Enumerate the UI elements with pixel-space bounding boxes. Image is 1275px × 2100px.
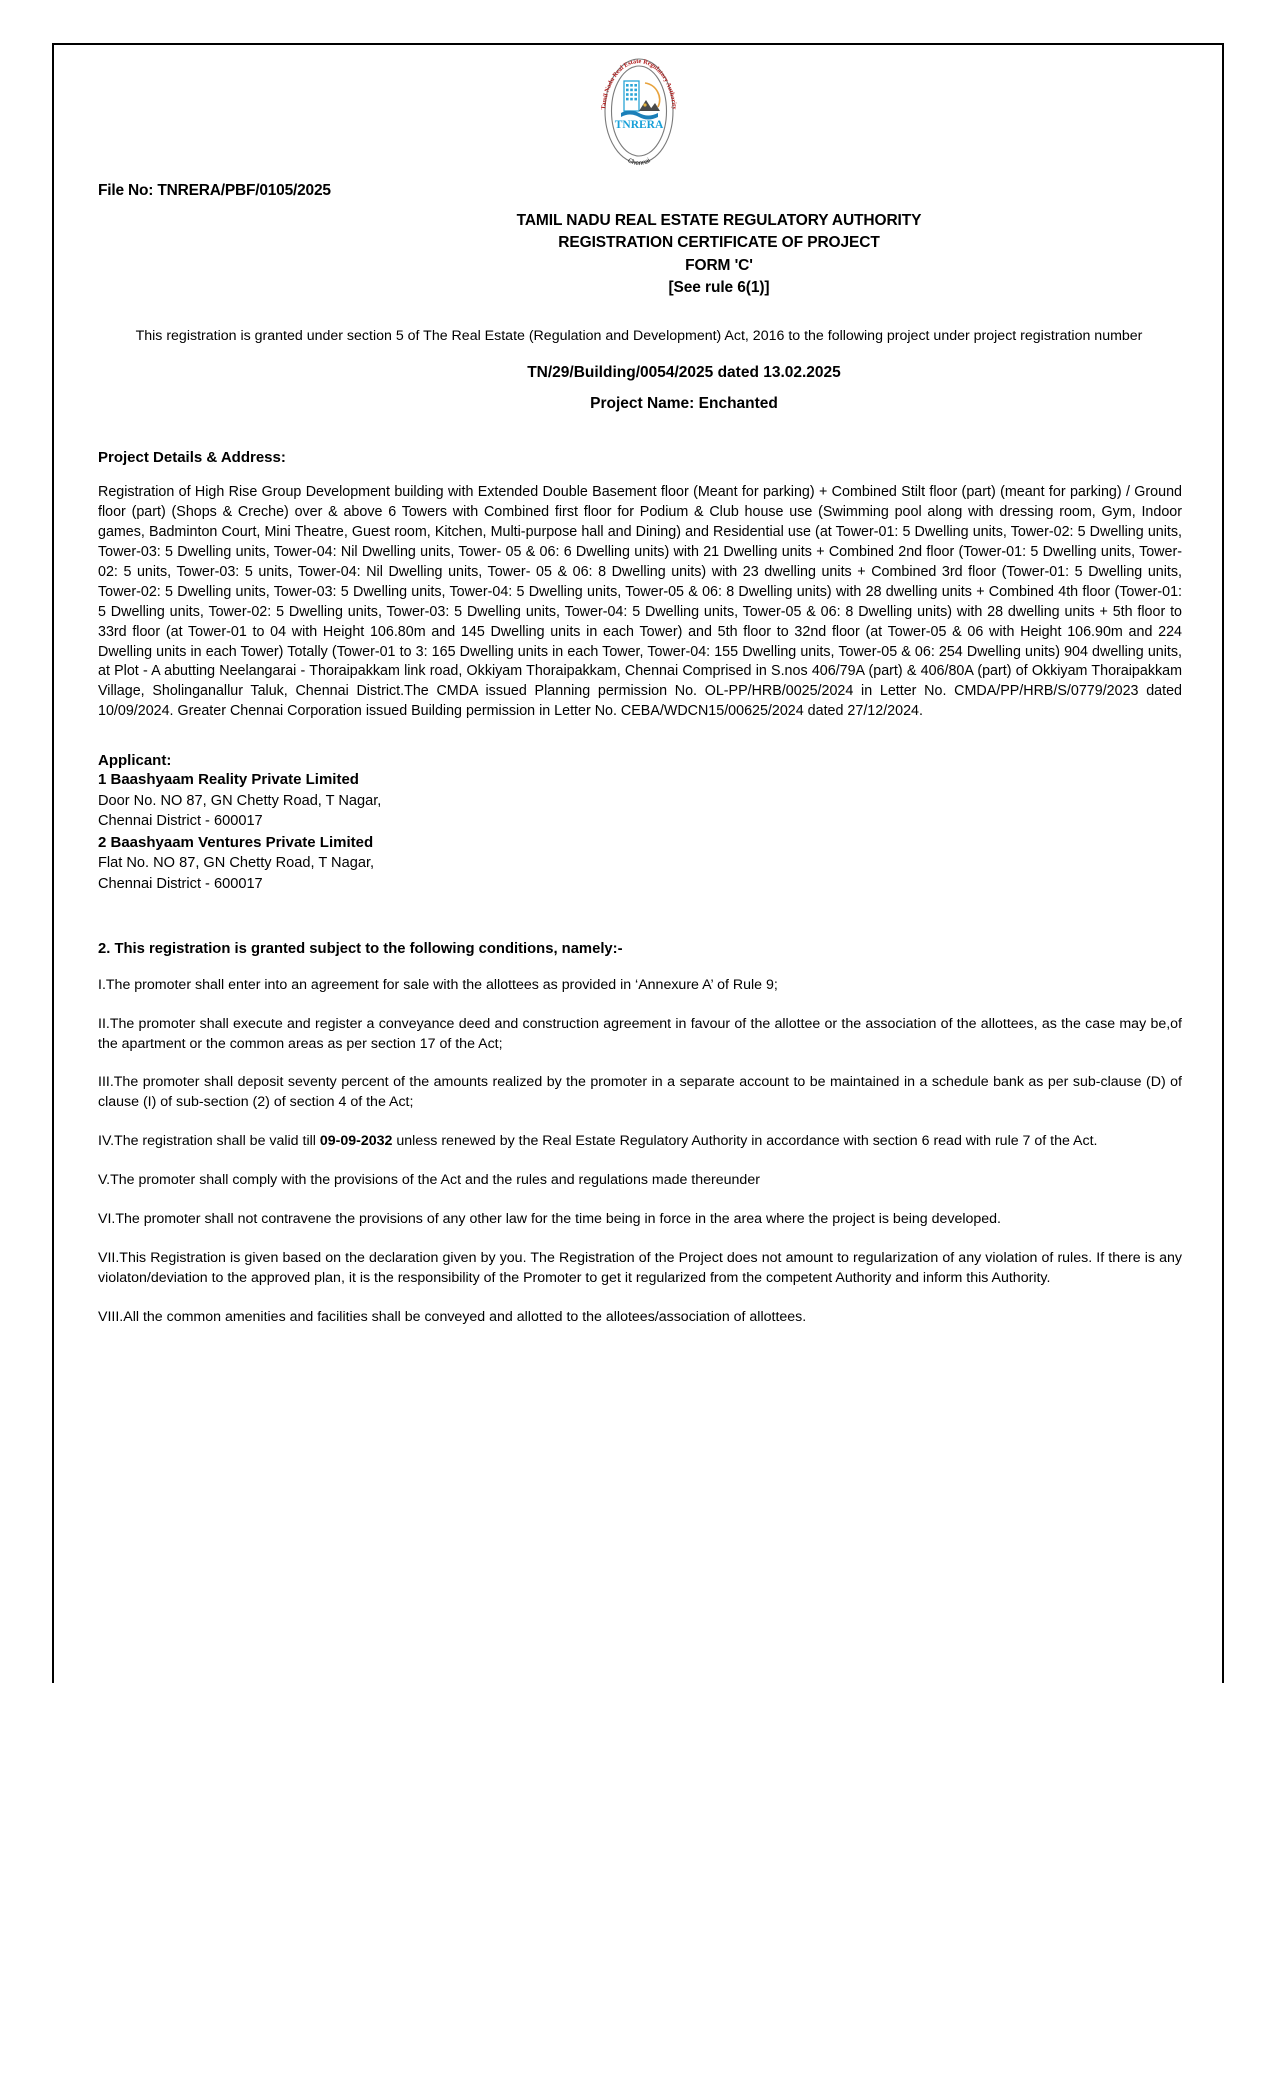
grant-statement: This registration is granted under section 5 of The Real Estate (Regulation and Development) Act, 2016 to the following project under project registration number xyxy=(135,327,1143,344)
rule-reference: [See rule 6(1)] xyxy=(668,279,770,297)
svg-text:TNRERA: TNRERA xyxy=(614,119,664,131)
applicant-heading: Applicant: xyxy=(98,752,172,770)
registration-number: TN/29/Building/0054/2025 dated 13.02.2025 xyxy=(527,364,841,382)
condition-iv-suffix: unless renewed by the Real Estate Regulatory Authority in accordance with section 6 read with rule 7 of the Act. xyxy=(392,1133,1098,1150)
condition-i: I.The promoter shall enter into an agreement for sale with the allottees as provided in ‘Annexure A’ of Rule 9; xyxy=(98,976,778,993)
condition-viii: VIII.All the common amenities and facilities shall be conveyed and allotted to the allotees/association of allottees. xyxy=(98,1308,807,1325)
applicant-2-address-line2: Chennai District - 600017 xyxy=(98,876,263,893)
validity-date: 09-09-2032 xyxy=(319,1133,393,1150)
tnrera-seal-logo xyxy=(591,53,687,169)
condition-ii: II.The promoter shall execute and register a conveyance deed and construction agreement in favour of the allottee or the association of the allottees, as the case may be,of the apartment or the common areas as per section 17 of the Act; xyxy=(98,1015,1182,1052)
project-details-heading: Project Details & Address: xyxy=(98,449,286,467)
form-title: FORM 'C' xyxy=(685,256,753,274)
condition-vi: VI.The promoter shall not contravene the provisions of any other law for the time being in force in the area where the project is being developed. xyxy=(98,1210,1001,1227)
logo-container xyxy=(84,45,1194,169)
project-details-body: Registration of High Rise Group Development building with Extended Double Basement floor (Meant for parking) + Combined Stilt floor (part) (meant for parking) / Ground floor (part) (Shops & Creche) over & above 6 Towers with Combined first floor for Podium & Club house use (Swimming pool along with dressing room, Gym, Indoor games, Badminton Court, Mini Theatre, Guest room, Kitchen, Multi-purpose hall and Dining) and Residential use (at Tower-01: 5 Dwelling units, Tower-02: 5 Dwelling units, Tower-03: 5 Dwelling units, Tower-04: Nil Dwelling units, Tower- 05 & 06: 6 Dwelling units) with 21 Dwelling units + Combined 2nd floor (Tower-01: 5 Dwelling units, Tower-02: 5 units, Tower-03: 5 units, Tower-04: Nil Dwelling units, Tower- 05 & 06: 8 Dwelling units) with 23 dwelling units + Combined 3rd floor (Tower-01: 5 Dwelling units, Tower-02: 5 Dwelling units, Tower-03: 5 Dwelling units, Tower-04: 5 Dwelling units, Tower-05 & 06: 8 Dwelling units) with 28 dwelling units + Combined 4th floor (Tower-01: 5 Dwelling units, Tower-02: 5 Dwelling units, Tower-03: 5 Dwelling units, Tower-04: 5 Dwelling units, Tower-05 & 06: 8 Dwelling units) with 28 dwelling units + 5th floor to 33rd floor (at Tower-01 to 04 with Height 106.80m and 145 Dwelling units in each Tower) and 5th floor to 32nd floor (at Tower-05 & 06 with Height 106.90m and 224 Dwelling units in each Tower) Totally (Tower-01 to 3: 165 Dwelling units in each Tower, Tower-04: 155 Dwelling units, Tower-05 & 06: 254 Dwelling units) 904 dwelling units, at Plot - A abutting Neelangarai - Thoraipakkam link road, Okkiyam Thoraipakkam, Chennai Comprised in S.nos 406/79A (part) & 406/80A (part) of Okkiyam Thoraipakkam Village, Sholinganallur Taluk, Chennai District.The CMDA issued Planning permission No. OL-PP/HRB/0025/2024 in Letter No. CMDA/PP/HRB/S/0779/2023 dated 10/09/2024. Greater Chennai Corporation issued Building permission in Letter No. CEBA/WDCN15/00625/2024 dated 27/12/2024. xyxy=(98,484,1182,720)
condition-iii: III.The promoter shall deposit seventy percent of the amounts realized by the promoter in a separate account to be maintained in a schedule bank as per sub-clause (D) of clause (I) of sub-section (2) of section 4 of the Act; xyxy=(98,1074,1182,1111)
applicant-1-address-line2: Chennai District - 600017 xyxy=(98,813,263,830)
condition-iv xyxy=(98,1132,1182,1152)
condition-vii: VII.This Registration is given based on the declaration given by you. The Registration of the Project does not amount to regularization of any violation of rules. If there is any violaton/deviation to the approved plan, it is the responsibility of the Promoter to get it regularized from the competent Authority and inform this Authority. xyxy=(98,1249,1182,1286)
applicant-1-address-line1: Door No. NO 87, GN Chetty Road, T Nagar, xyxy=(98,792,382,809)
certificate-page-frame xyxy=(52,43,1224,1683)
applicant-2-address-line1: Flat No. NO 87, GN Chetty Road, T Nagar, xyxy=(98,855,375,872)
svg-text:Chennai: Chennai xyxy=(626,157,652,168)
condition-iv-prefix: IV.The registration shall be valid till xyxy=(98,1133,320,1150)
certificate-title-block xyxy=(84,210,1194,300)
file-number: File No: TNRERA/PBF/0105/2025 xyxy=(98,182,331,199)
svg-text:Tamil Nadu Real Estate Regulat: Tamil Nadu Real Estate Regulatory Authority xyxy=(600,57,678,110)
project-name: Project Name: Enchanted xyxy=(590,395,778,413)
applicant-1-name: 1 Baashyaam Reality Private Limited xyxy=(98,771,359,789)
certificate-title: REGISTRATION CERTIFICATE OF PROJECT xyxy=(558,234,880,252)
authority-title: TAMIL NADU REAL ESTATE REGULATORY AUTHORITY xyxy=(516,212,922,229)
condition-v: V.The promoter shall comply with the provisions of the Act and the rules and regulations made thereunder xyxy=(98,1172,760,1188)
conditions-heading: 2. This registration is granted subject to the following conditions, namely:- xyxy=(98,940,623,957)
applicant-entry-2 xyxy=(84,832,1194,895)
applicant-2-name: 2 Baashyaam Ventures Private Limited xyxy=(98,834,374,852)
applicant-entry-1 xyxy=(84,769,1194,832)
